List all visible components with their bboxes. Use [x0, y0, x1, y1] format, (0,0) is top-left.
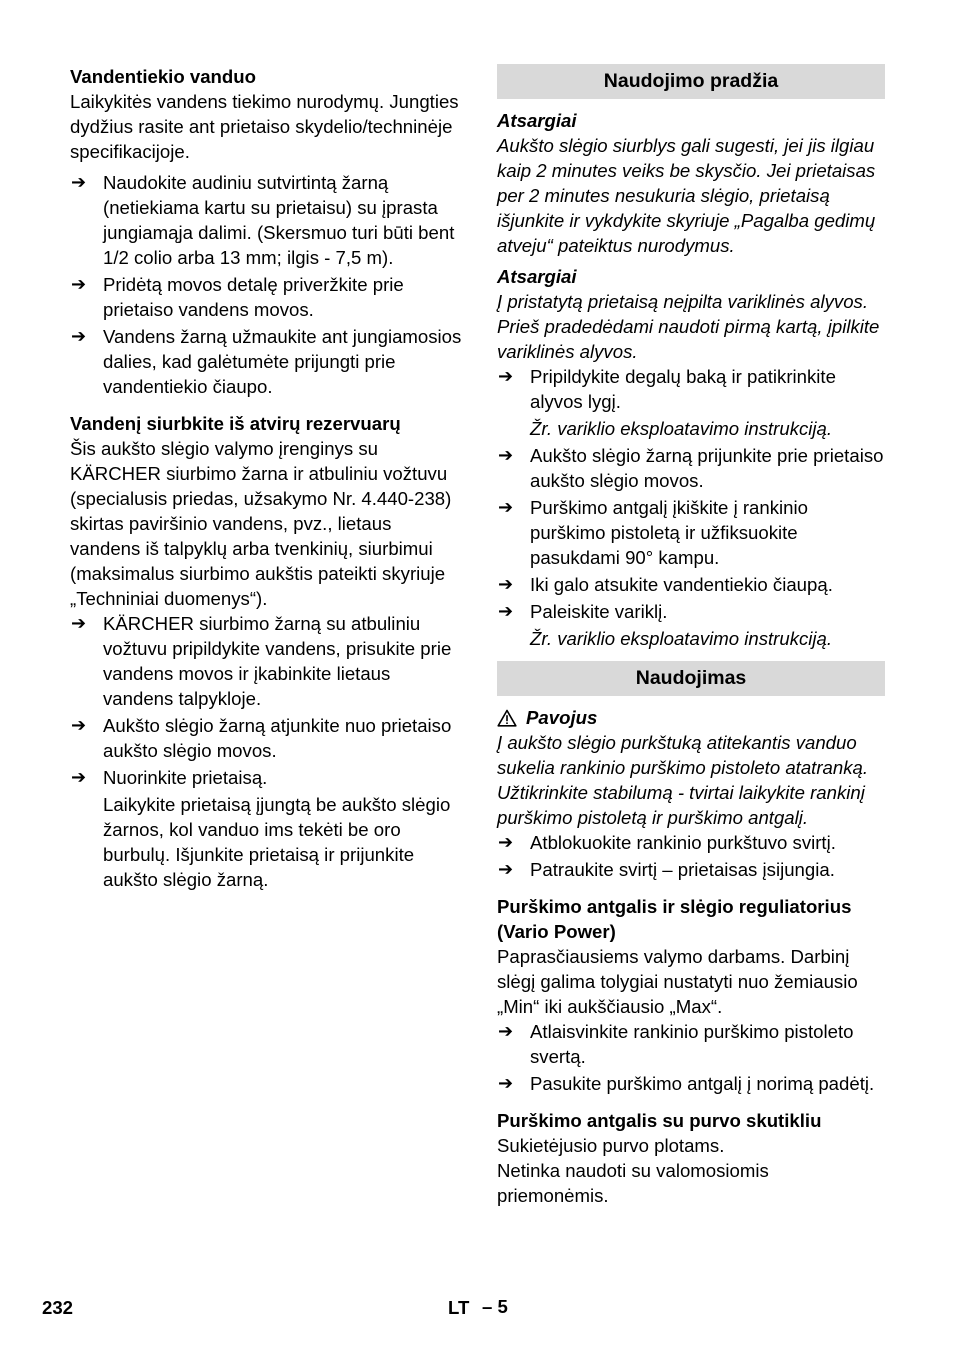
- list-item: ➔ Pripildykite degalų baką ir patikrinkite alyvos lygį.: [498, 366, 836, 412]
- arrow-right-icon: ➔: [498, 859, 514, 879]
- section-heading-dirt: Purškimo antgalis su purvo skutikliu: [497, 1110, 822, 1131]
- section-page-number: – 5: [482, 1296, 508, 1317]
- list-item: ➔ Paleiskite variklį.: [498, 601, 668, 622]
- caution-text: Į pristatytą prietaisą neįpilta variklinės alyvos. Prieš pradedėdami naudoti pirmą kartą, įpilkite variklinės alyvos.: [497, 291, 880, 362]
- danger-header: [497, 705, 885, 730]
- water-supply-intro: Laikykitės vandens tiekimo nurodymų. Jungties dydžius rasite ant prietaiso skydelio/techninėje specifikacijoje.: [70, 91, 459, 162]
- dirt-text: Sukietėjusio purvo plotams.: [497, 1135, 725, 1156]
- list-item: ➔ Naudokite audiniu sutvirtintą žarną (netiekiama kartu su prietaisu) su įprasta jungiamąja dalimi. (Skersmuo turi būti bent 1/2 colio arba 13 mm; ilgis - 7,5 m).: [71, 172, 455, 268]
- list-item: ➔ KÄRCHER siurbimo žarną su atbuliniu vožtuvu pripildykite vandens, prisukite prie vandens movos ir įkabinkite lietaus vandens talpykloje.: [71, 613, 452, 709]
- vario-text: Paprasčiausiems valymo darbams. Darbinį slėgį galima tolygiai nustatyti nuo žemiausio „Min“ iki aukščiausio „Max“.: [497, 946, 858, 1017]
- arrow-right-icon: ➔: [498, 445, 514, 465]
- dirt-text: Netinka naudoti su valomosiomis priemonėmis.: [497, 1160, 769, 1206]
- danger-label: Pavojus: [526, 707, 598, 728]
- section-heading-water-supply: Vandentiekio vanduo: [70, 66, 256, 87]
- list-item: ➔ Pridėtą movos detalę priveržkite prie prietaiso vandens movos.: [71, 274, 404, 320]
- step-note: Žr. variklio eksploatavimo instrukciją.: [530, 628, 833, 649]
- arrow-right-icon: ➔: [71, 172, 87, 192]
- caution-label: Atsargiai: [497, 266, 577, 287]
- arrow-right-icon: ➔: [71, 274, 87, 294]
- list-item: ➔ Patraukite svirtį – prietaisas įsijungia.: [498, 859, 835, 880]
- arrow-right-icon: ➔: [71, 613, 87, 633]
- list-item: ➔ Atlaisvinkite rankinio purškimo pistoleto svertą.: [498, 1021, 854, 1067]
- arrow-right-icon: ➔: [498, 1021, 514, 1041]
- right-column: [497, 64, 885, 1208]
- arrow-right-icon: ➔: [498, 601, 514, 621]
- step-note: Žr. variklio eksploatavimo instrukciją.: [530, 418, 833, 439]
- section-heading-vario: Purškimo antgalis ir slėgio reguliatorius (Vario Power): [497, 896, 852, 942]
- caution-text: Aukšto slėgio siurblys gali sugesti, jei jis ilgiau kaip 2 minutes veiks be skysčio. Jei prietaisas per 2 minutes nesukuria slėgio, prietaisą išjunkite ir vykdykite skyriuje „Pagalba gedimų atveju“ pateiktus nurodymus.: [497, 135, 876, 256]
- arrow-right-icon: ➔: [498, 574, 514, 594]
- suction-note: Laikykite prietaisą įjungtą be aukšto slėgio žarnos, kol vanduo ims tekėti be oro burbulų. Išjunkite prietaisą ir prijunkite aukšto slėgio žarną.: [103, 794, 451, 890]
- suction-intro: Šis aukšto slėgio valymo įrenginys su KÄRCHER siurbimo žarna ir atbuliniu vožtuvu (specialusis priedas, užsakymo Nr. 4.440-238) skirtas paviršinio vandens, pvz., lietaus vandens iš talpyklų arba tvenkinių, siurbimui (maksimalus siurbimo aukštis pateikti skyriuje „Techniniai duomenys“).: [70, 438, 452, 609]
- list-item: ➔ Vandens žarną užmaukite ant jungiamosios dalies, kad galėtumėte prijungti prie vandentiekio čiaupo.: [71, 326, 462, 397]
- arrow-right-icon: ➔: [71, 767, 87, 787]
- list-item: ➔ Atblokuokite rankinio purkštuvo svirtį.: [498, 832, 836, 853]
- danger-text: Į aukšto slėgio purkštuką atitekantis vanduo sukelia rankinio purškimo pistoleto atatranką. Užtikrinkite stabilumą - tvirtai laikykite rankinį purškimo pistoletą ir purškimo antgalį.: [497, 732, 869, 828]
- list-item: ➔ Iki galo atsukite vandentiekio čiaupą.: [498, 574, 833, 595]
- list-item: ➔ Purškimo antgalį įkiškite į rankinio purškimo pistoletą ir užfiksuokite pasukdami 90° kampu.: [498, 497, 808, 568]
- list-item: ➔ Aukšto slėgio žarną atjunkite nuo prietaiso aukšto slėgio movos.: [71, 715, 452, 761]
- arrow-right-icon: ➔: [498, 366, 514, 386]
- arrow-right-icon: ➔: [498, 497, 514, 517]
- list-item: ➔ Nuorinkite prietaisą.: [71, 767, 268, 788]
- caution-label: Atsargiai: [497, 110, 577, 131]
- arrow-right-icon: ➔: [498, 1073, 514, 1093]
- section-bar-use: Naudojimas: [497, 661, 885, 696]
- arrow-right-icon: ➔: [71, 326, 87, 346]
- page-number: 232: [42, 1297, 74, 1318]
- language-code: LT: [448, 1297, 470, 1318]
- list-item: ➔ Aukšto slėgio žarną prijunkite prie prietaiso aukšto slėgio movos.: [498, 445, 884, 491]
- arrow-right-icon: ➔: [71, 715, 87, 735]
- left-column: [70, 64, 462, 892]
- warning-triangle-icon: [497, 709, 517, 727]
- list-item: ➔ Pasukite purškimo antgalį į norimą padėtį.: [498, 1073, 875, 1094]
- section-heading-suction: Vandenį siurbkite iš atvirų rezervuarų: [70, 413, 401, 434]
- arrow-right-icon: ➔: [498, 832, 514, 852]
- section-bar-start: Naudojimo pradžia: [497, 64, 885, 99]
